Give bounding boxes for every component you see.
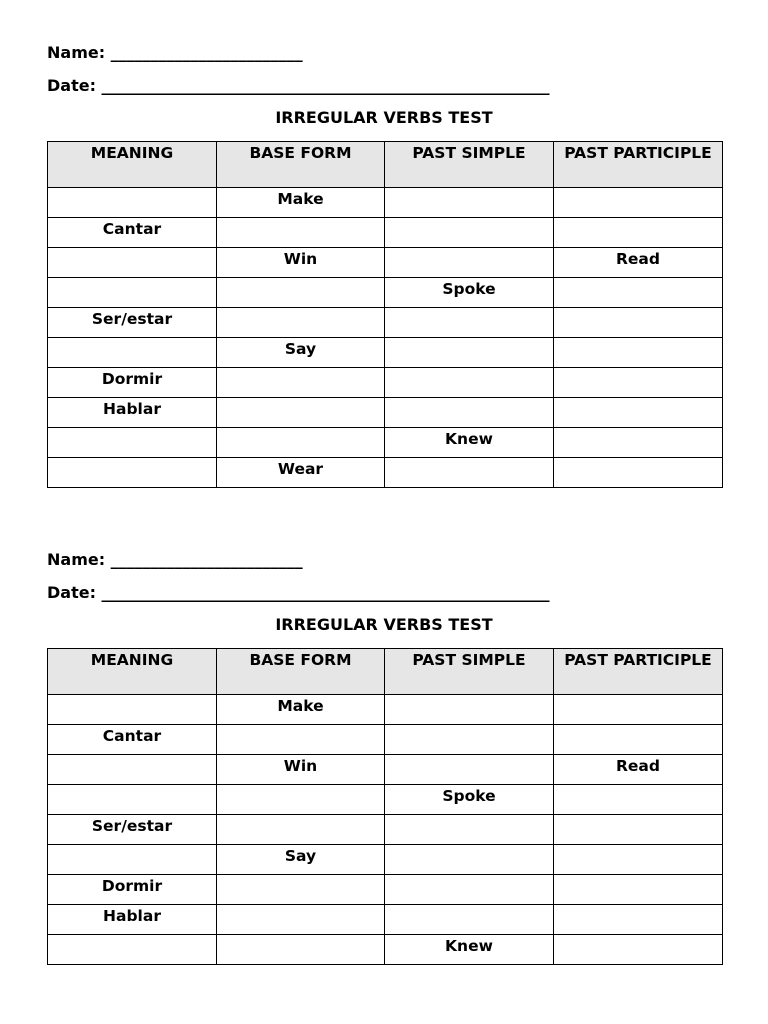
base-form-cell[interactable] bbox=[217, 308, 385, 338]
table-row bbox=[48, 785, 723, 815]
header-past-participle: PAST PARTICIPLE bbox=[554, 142, 723, 188]
test-title: IRREGULAR VERBS TEST bbox=[275, 615, 493, 634]
meaning-cell[interactable]: Hablar bbox=[48, 905, 217, 935]
past-participle-cell[interactable] bbox=[554, 875, 723, 905]
past-participle-cell[interactable] bbox=[554, 368, 723, 398]
table-row bbox=[48, 695, 723, 725]
date-field[interactable]: Date: ________________________________________________________ bbox=[47, 583, 550, 602]
table-row bbox=[48, 905, 723, 935]
past-simple-cell[interactable] bbox=[385, 338, 554, 368]
meaning-cell[interactable]: Ser/estar bbox=[48, 815, 217, 845]
name-field[interactable]: Name: ________________________ bbox=[47, 43, 303, 62]
past-simple-cell[interactable] bbox=[385, 308, 554, 338]
past-simple-cell[interactable]: Spoke bbox=[385, 278, 554, 308]
meaning-cell[interactable] bbox=[48, 845, 217, 875]
base-form-cell[interactable] bbox=[217, 875, 385, 905]
table-row bbox=[48, 428, 723, 458]
header-past-simple: PAST SIMPLE bbox=[385, 142, 554, 188]
base-form-cell[interactable] bbox=[217, 785, 385, 815]
meaning-cell[interactable] bbox=[48, 278, 217, 308]
meaning-cell[interactable] bbox=[48, 785, 217, 815]
past-simple-cell[interactable] bbox=[385, 755, 554, 785]
past-participle-cell[interactable] bbox=[554, 695, 723, 725]
past-participle-cell[interactable] bbox=[554, 278, 723, 308]
header-past-participle: PAST PARTICIPLE bbox=[554, 649, 723, 695]
base-form-cell[interactable]: Make bbox=[217, 188, 385, 218]
past-simple-cell[interactable] bbox=[385, 695, 554, 725]
base-form-cell[interactable]: Make bbox=[217, 695, 385, 725]
header-row bbox=[48, 649, 723, 695]
base-form-cell[interactable] bbox=[217, 368, 385, 398]
past-simple-cell[interactable] bbox=[385, 905, 554, 935]
table-row bbox=[48, 875, 723, 905]
table-row bbox=[48, 278, 723, 308]
base-form-cell[interactable] bbox=[217, 905, 385, 935]
past-simple-cell[interactable] bbox=[385, 218, 554, 248]
base-form-cell[interactable]: Win bbox=[217, 248, 385, 278]
header-meaning: MEANING bbox=[48, 142, 217, 188]
past-participle-cell[interactable] bbox=[554, 935, 723, 965]
meaning-cell[interactable] bbox=[48, 188, 217, 218]
base-form-cell[interactable] bbox=[217, 935, 385, 965]
past-simple-cell[interactable] bbox=[385, 458, 554, 488]
meaning-cell[interactable]: Dormir bbox=[48, 875, 217, 905]
table-row bbox=[48, 845, 723, 875]
table-row bbox=[48, 725, 723, 755]
verbs-table bbox=[47, 141, 723, 488]
past-participle-cell[interactable] bbox=[554, 428, 723, 458]
table-row bbox=[48, 458, 723, 488]
table-row bbox=[48, 338, 723, 368]
table-row bbox=[48, 218, 723, 248]
past-simple-cell[interactable] bbox=[385, 725, 554, 755]
base-form-cell[interactable] bbox=[217, 278, 385, 308]
table-row bbox=[48, 935, 723, 965]
meaning-cell[interactable] bbox=[48, 248, 217, 278]
header-base-form: BASE FORM bbox=[217, 649, 385, 695]
past-participle-cell[interactable] bbox=[554, 785, 723, 815]
past-participle-cell[interactable] bbox=[554, 398, 723, 428]
past-participle-cell[interactable] bbox=[554, 458, 723, 488]
past-simple-cell[interactable] bbox=[385, 398, 554, 428]
base-form-cell[interactable] bbox=[217, 725, 385, 755]
base-form-cell[interactable] bbox=[217, 428, 385, 458]
test-title: IRREGULAR VERBS TEST bbox=[275, 108, 493, 127]
past-simple-cell[interactable] bbox=[385, 845, 554, 875]
past-simple-cell[interactable] bbox=[385, 248, 554, 278]
past-simple-cell[interactable] bbox=[385, 368, 554, 398]
meaning-cell[interactable]: Cantar bbox=[48, 725, 217, 755]
header-base-form: BASE FORM bbox=[217, 142, 385, 188]
past-participle-cell[interactable] bbox=[554, 725, 723, 755]
date-field[interactable]: Date: ________________________________________________________ bbox=[47, 76, 550, 95]
past-simple-cell[interactable] bbox=[385, 815, 554, 845]
base-form-cell[interactable]: Wear bbox=[217, 458, 385, 488]
past-participle-cell[interactable]: Read bbox=[554, 755, 723, 785]
past-participle-cell[interactable] bbox=[554, 815, 723, 845]
past-simple-cell[interactable] bbox=[385, 188, 554, 218]
meaning-cell[interactable] bbox=[48, 755, 217, 785]
header-past-simple: PAST SIMPLE bbox=[385, 649, 554, 695]
past-simple-cell[interactable] bbox=[385, 875, 554, 905]
base-form-cell[interactable] bbox=[217, 218, 385, 248]
past-participle-cell[interactable] bbox=[554, 308, 723, 338]
base-form-cell[interactable]: Say bbox=[217, 845, 385, 875]
meaning-cell[interactable] bbox=[48, 695, 217, 725]
table-row bbox=[48, 188, 723, 218]
past-participle-cell[interactable] bbox=[554, 845, 723, 875]
base-form-cell[interactable]: Win bbox=[217, 755, 385, 785]
header-row bbox=[48, 142, 723, 188]
header-meaning: MEANING bbox=[48, 649, 217, 695]
base-form-cell[interactable] bbox=[217, 815, 385, 845]
past-participle-cell[interactable] bbox=[554, 218, 723, 248]
table-row bbox=[48, 815, 723, 845]
past-simple-cell[interactable]: Spoke bbox=[385, 785, 554, 815]
meaning-cell[interactable] bbox=[48, 338, 217, 368]
table-row bbox=[48, 755, 723, 785]
table-row bbox=[48, 398, 723, 428]
table-row bbox=[48, 248, 723, 278]
name-field[interactable]: Name: ________________________ bbox=[47, 550, 303, 569]
meaning-cell[interactable] bbox=[48, 935, 217, 965]
past-participle-cell[interactable] bbox=[554, 188, 723, 218]
table-row bbox=[48, 308, 723, 338]
past-participle-cell[interactable]: Read bbox=[554, 248, 723, 278]
table-row bbox=[48, 368, 723, 398]
meaning-cell[interactable]: Ser/estar bbox=[48, 308, 217, 338]
meaning-cell[interactable] bbox=[48, 458, 217, 488]
meaning-cell[interactable]: Hablar bbox=[48, 398, 217, 428]
base-form-cell[interactable] bbox=[217, 398, 385, 428]
meaning-cell[interactable]: Cantar bbox=[48, 218, 217, 248]
table-body bbox=[48, 188, 723, 488]
past-simple-cell[interactable]: Knew bbox=[385, 428, 554, 458]
table-body bbox=[48, 695, 723, 965]
meaning-cell[interactable]: Dormir bbox=[48, 368, 217, 398]
past-simple-cell[interactable]: Knew bbox=[385, 935, 554, 965]
past-participle-cell[interactable] bbox=[554, 905, 723, 935]
base-form-cell[interactable]: Say bbox=[217, 338, 385, 368]
meaning-cell[interactable] bbox=[48, 428, 217, 458]
past-participle-cell[interactable] bbox=[554, 338, 723, 368]
verbs-table bbox=[47, 648, 723, 965]
